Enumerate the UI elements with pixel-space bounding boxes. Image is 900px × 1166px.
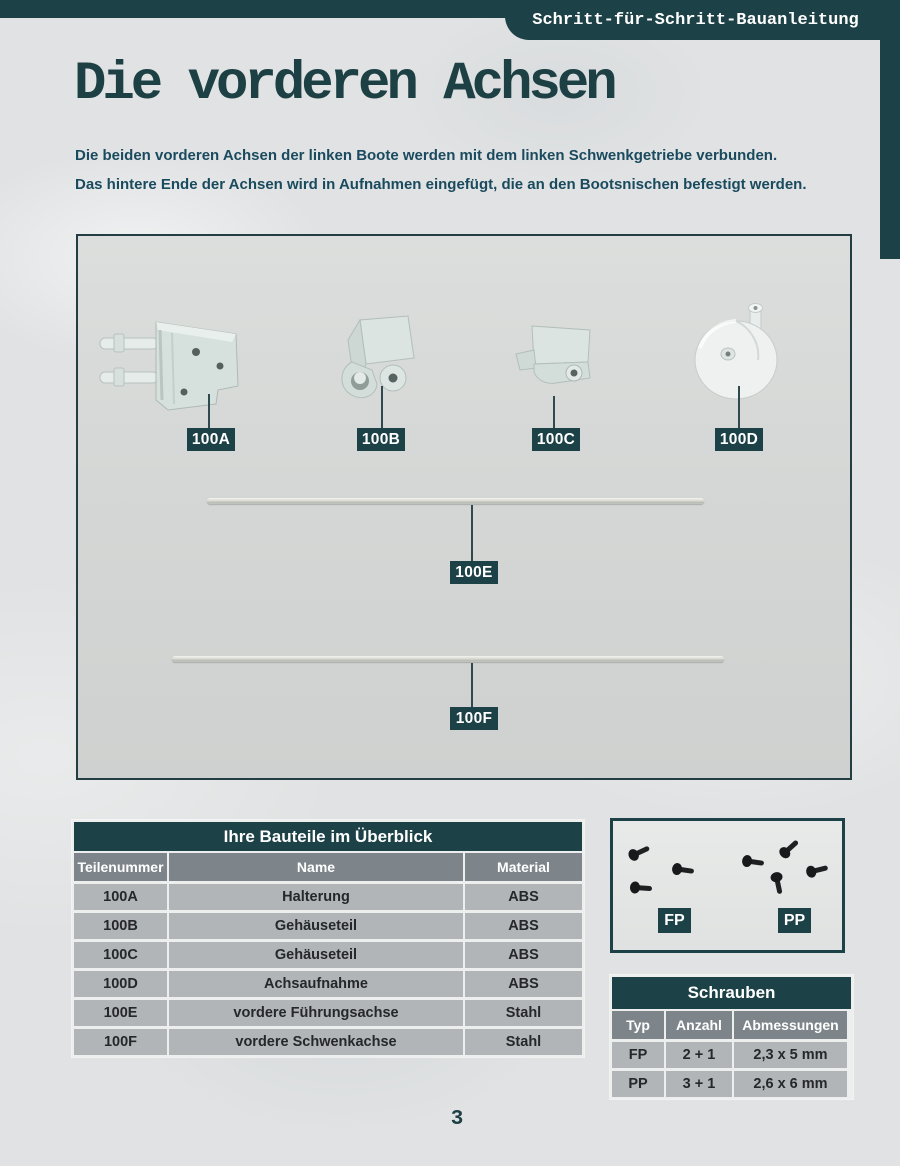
table-cell: 100C — [74, 942, 167, 968]
table-cell: 2 + 1 — [666, 1042, 732, 1068]
column-header-typ: Typ — [612, 1011, 664, 1039]
part-100b-image — [330, 312, 440, 407]
column-header-anzahl: Anzahl — [666, 1011, 732, 1039]
part-label-100f: 100F — [450, 707, 498, 730]
connector-line-100b — [381, 386, 383, 428]
table-cell: ABS — [465, 884, 582, 910]
part-100c-image — [510, 320, 610, 395]
part-label-100d: 100D — [715, 428, 763, 451]
screw-icon — [776, 834, 805, 862]
table-cell: ABS — [465, 942, 582, 968]
connector-line-100c — [553, 396, 555, 428]
screw-type-label-fp: FP — [658, 908, 691, 933]
screws-table — [610, 975, 853, 1099]
connector-line-100d — [738, 386, 740, 428]
table-cell: Stahl — [465, 1029, 582, 1055]
table-cell: 100B — [74, 913, 167, 939]
table-cell: vordere Schwenkachse — [169, 1029, 463, 1055]
header-banner-label: Schritt-für-Schritt-Bauanleitung — [532, 10, 859, 30]
table-cell: Stahl — [465, 1000, 582, 1026]
part-100a-image — [98, 308, 258, 418]
connector-line-100e — [471, 505, 473, 561]
screw-icon — [629, 880, 656, 896]
intro-line-2: Das hintere Ende der Achsen wird in Aufnahmen eingefügt, die an den Bootsnischen befestigt werden. — [75, 176, 807, 193]
table-cell: Achsaufnahme — [169, 971, 463, 997]
axle-100f-image — [172, 656, 724, 662]
screw-icon — [670, 861, 698, 878]
screw-icon — [625, 840, 654, 864]
column-header-abmessungen: Abmessungen — [734, 1011, 847, 1039]
table-cell: 2,6 x 6 mm — [734, 1071, 847, 1097]
column-header-material: Material — [465, 853, 582, 881]
parts-table-title: Ihre Bauteile im Überblick — [74, 822, 582, 851]
table-cell: 100A — [74, 884, 167, 910]
table-cell: Gehäuseteil — [169, 942, 463, 968]
part-label-100a: 100A — [187, 428, 235, 451]
table-cell: 100E — [74, 1000, 167, 1026]
screw-type-label-pp: PP — [778, 908, 811, 933]
part-label-100c: 100C — [532, 428, 580, 451]
table-cell: vordere Führungsachse — [169, 1000, 463, 1026]
screws-photo-panel — [610, 818, 845, 953]
table-cell: Halterung — [169, 884, 463, 910]
table-cell: 3 + 1 — [666, 1071, 732, 1097]
table-cell: 100D — [74, 971, 167, 997]
connector-line-100a — [208, 394, 210, 428]
part-100d-image — [690, 298, 790, 403]
column-header-name: Name — [169, 853, 463, 881]
screws-table-title: Schrauben — [612, 977, 851, 1009]
intro-line-1: Die beiden vorderen Achsen der linken Boote werden mit dem linken Schwenkgetriebe verbunden. — [75, 147, 778, 164]
parts-photo-panel — [76, 234, 852, 780]
table-cell: 100F — [74, 1029, 167, 1055]
page-number: 3 — [450, 1108, 464, 1131]
column-header-teilenummer: Teilenummer — [74, 853, 167, 881]
screw-icon — [804, 860, 833, 880]
connector-line-100f — [471, 663, 473, 707]
part-label-100b: 100B — [357, 428, 405, 451]
page-title: Die vorderen Achsen — [74, 54, 614, 115]
screw-icon — [740, 853, 768, 870]
table-cell: ABS — [465, 913, 582, 939]
right-accent-bar — [880, 0, 900, 259]
header-banner — [505, 0, 900, 40]
table-cell: Gehäuseteil — [169, 913, 463, 939]
table-cell: FP — [612, 1042, 664, 1068]
parts-overview-table — [72, 820, 584, 1057]
screw-icon — [768, 870, 787, 898]
axle-100e-image — [207, 498, 704, 504]
part-label-100e: 100E — [450, 561, 498, 584]
table-cell: PP — [612, 1071, 664, 1097]
table-cell: ABS — [465, 971, 582, 997]
table-cell: 2,3 x 5 mm — [734, 1042, 847, 1068]
intro-paragraph — [75, 141, 875, 199]
